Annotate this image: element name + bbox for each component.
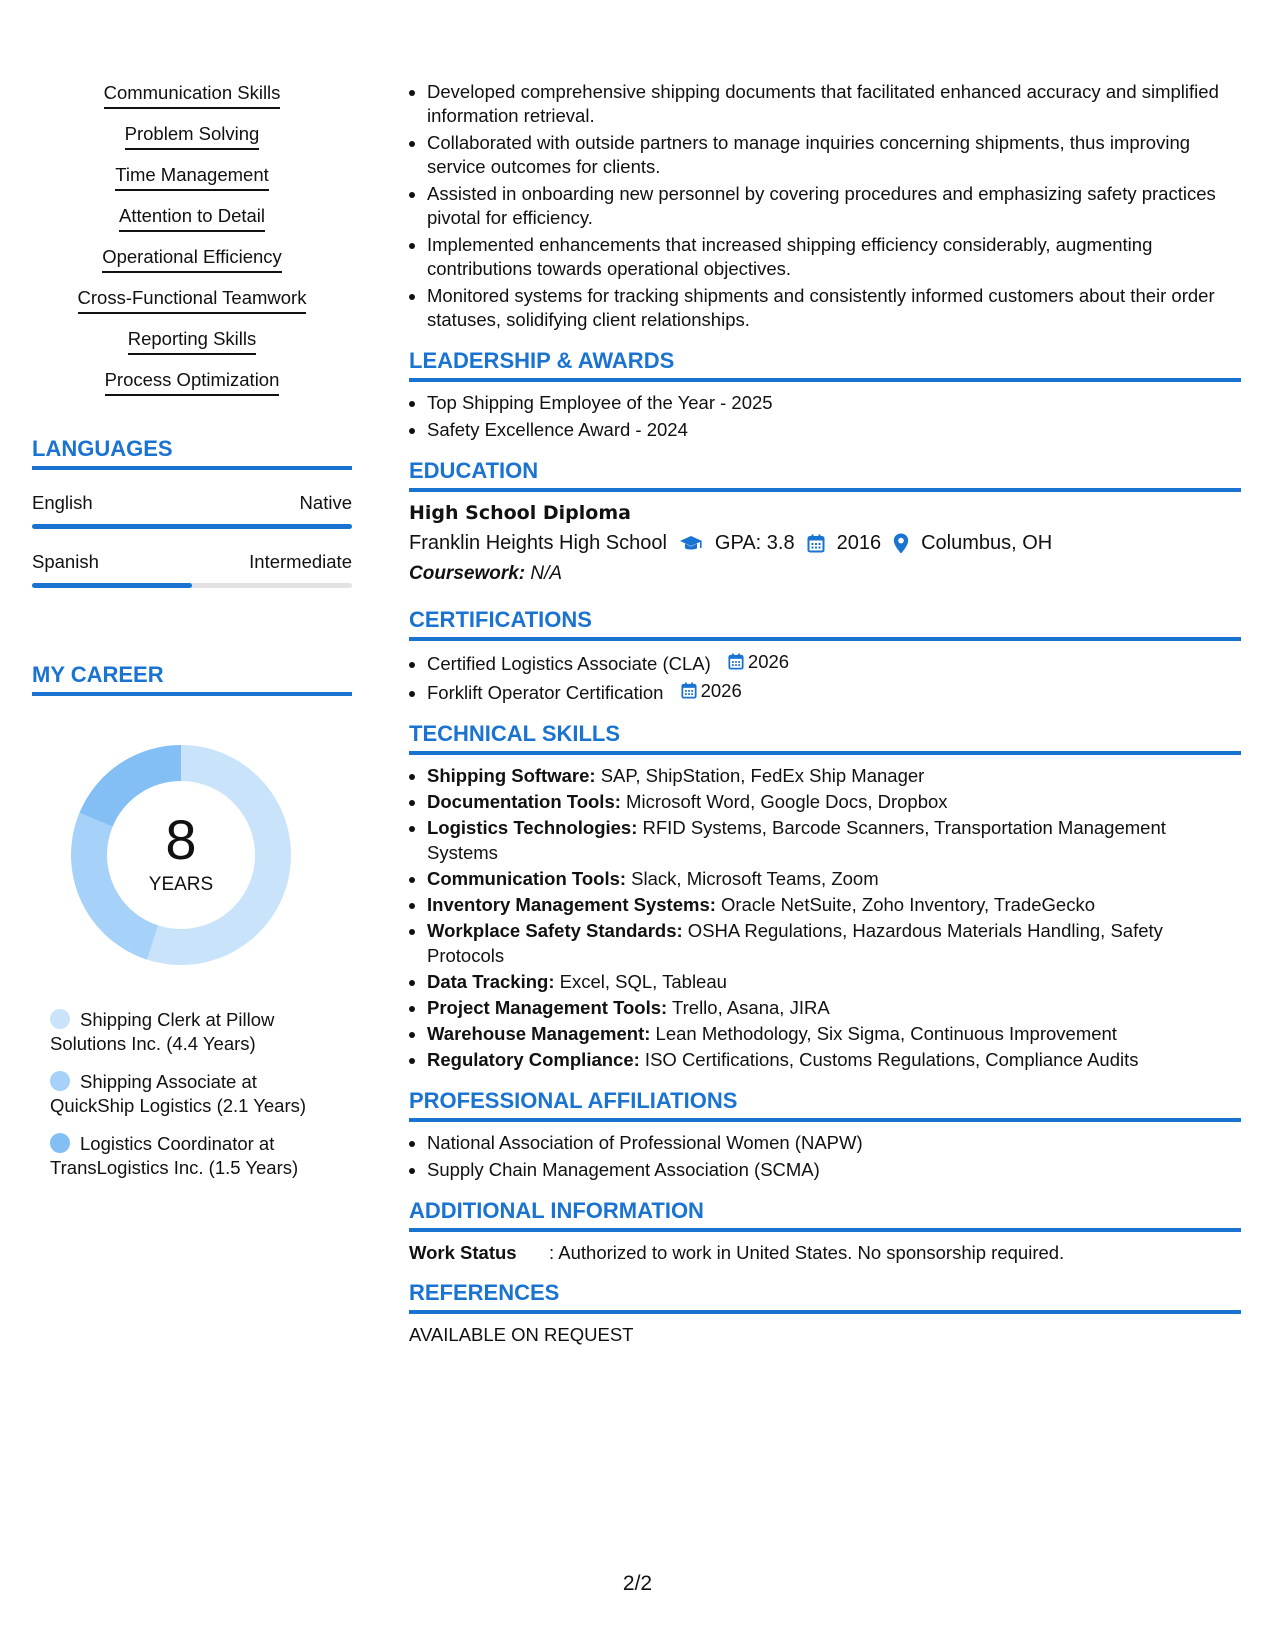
language-level: Intermediate (249, 551, 352, 572)
technical-skill-item: • Shipping Software: SAP, ShipStation, FedEx Ship Manager (427, 763, 1241, 788)
certification-item: • Forklift Operator Certification 2026 (427, 678, 1241, 705)
skill-item: Reporting Skills (32, 328, 352, 355)
award-item: • Safety Excellence Award - 2024 (427, 417, 1241, 442)
graduation-cap-icon (679, 535, 703, 553)
technical-skill-item: • Workplace Safety Standards: OSHA Regulations, Hazardous Materials Handling, Safety Protocols (427, 918, 1241, 968)
calendar-icon (728, 653, 744, 670)
language-level-bar (32, 524, 352, 529)
skill-item: Problem Solving (32, 123, 352, 150)
experience-bullet: • Assisted in onboarding new personnel by covering procedures and emphasizing safety practices pivotal for efficiency. (427, 182, 1241, 230)
left-column (32, 82, 352, 1194)
experience-bullet: • Monitored systems for tracking shipments and consistently informed customers about their order statuses, solidifying client relationships. (427, 284, 1241, 332)
experience-bullets (409, 80, 1241, 332)
career-legend-item: Logistics Coordinator at TransLogistics Inc. (1.5 Years) (50, 1133, 299, 1178)
technical-skills-heading: TECHNICAL SKILLS (409, 721, 1241, 755)
right-column (409, 80, 1241, 1346)
affiliations-heading: PROFESSIONAL AFFILIATIONS (409, 1088, 1241, 1122)
technical-skill-item: • Warehouse Management: Lean Methodology, Six Sigma, Continuous Improvement (427, 1021, 1241, 1046)
languages-heading: LANGUAGES (32, 436, 352, 470)
location-pin-icon (893, 533, 909, 554)
references-text: AVAILABLE ON REQUEST (409, 1324, 634, 1345)
education-section (409, 458, 1241, 585)
skill-item: Communication Skills (32, 82, 352, 109)
career-total-years: 8 (165, 808, 197, 871)
language-english (32, 492, 352, 529)
affiliation-item: • National Association of Professional Women (NAPW) (427, 1130, 1241, 1155)
experience-bullet: • Developed comprehensive shipping documents that facilitated enhanced accuracy and simplified information retrieval. (427, 80, 1241, 128)
language-name: Spanish (32, 551, 99, 572)
experience-bullet: • Implemented enhancements that increased shipping efficiency considerably, augmenting contributions towards operational objectives. (427, 233, 1241, 281)
work-status-label: Work Status (409, 1242, 517, 1263)
education-school: Franklin Heights High School (409, 532, 667, 554)
career-legend-item: Shipping Associate at QuickShip Logistics (2.1 Years) (50, 1071, 307, 1116)
calendar-icon (681, 682, 697, 699)
affiliation-item: • Supply Chain Management Association (SCMA) (427, 1157, 1241, 1182)
language-spanish (32, 551, 352, 588)
certification-item: • Certified Logistics Associate (CLA) 2026 (427, 649, 1241, 676)
technical-skill-item: • Data Tracking: Excel, SQL, Tableau (427, 969, 1241, 994)
career-donut-chart (66, 740, 296, 970)
awards-section (409, 348, 1241, 442)
additional-info-heading: ADDITIONAL INFORMATION (409, 1198, 1241, 1232)
education-heading: EDUCATION (409, 458, 1241, 492)
education-degree: High School Diploma (409, 502, 631, 524)
work-status-value: : Authorized to work in United States. No sponsorship required. (549, 1242, 1065, 1263)
skill-item: Time Management (32, 164, 352, 191)
skill-item: Attention to Detail (32, 205, 352, 232)
language-level: Native (299, 492, 352, 513)
technical-skill-item: • Communication Tools: Slack, Microsoft Teams, Zoom (427, 866, 1241, 891)
technical-skill-item: • Documentation Tools: Microsoft Word, Google Docs, Dropbox (427, 789, 1241, 814)
legend-dot (50, 1071, 70, 1091)
legend-dot (50, 1009, 70, 1029)
career-years-label: YEARS (148, 874, 214, 895)
technical-skill-item: • Regulatory Compliance: ISO Certifications, Customs Regulations, Compliance Audits (427, 1047, 1241, 1072)
education-gpa: GPA: 3.8 (714, 532, 795, 554)
education-coursework: Coursework: N/A (409, 563, 563, 584)
skill-item: Cross-Functional Teamwork (32, 287, 352, 314)
references-heading: REFERENCES (409, 1280, 1241, 1314)
language-name: English (32, 492, 93, 513)
skills-list (32, 82, 352, 396)
education-location: Columbus, OH (921, 532, 1053, 554)
education-details (409, 532, 1241, 555)
page-number: 2/2 (622, 1572, 653, 1595)
career-heading: MY CAREER (32, 662, 352, 696)
experience-bullet: • Collaborated with outside partners to manage inquiries concerning shipments, thus improving service outcomes for clients. (427, 131, 1241, 179)
language-level-fill (32, 524, 352, 529)
career-legend (50, 1008, 330, 1180)
skill-item: Operational Efficiency (32, 246, 352, 273)
language-level-fill (32, 583, 192, 588)
technical-skill-item: • Logistics Technologies: RFID Systems, Barcode Scanners, Transportation Management Systems (427, 815, 1241, 865)
skill-item: Process Optimization (32, 369, 352, 396)
education-year: 2016 (836, 532, 882, 554)
technical-skill-item: • Project Management Tools: Trello, Asana, JIRA (427, 995, 1241, 1020)
references-section (409, 1280, 1241, 1346)
technical-skills-section (409, 721, 1241, 1072)
technical-skill-item: • Inventory Management Systems: Oracle NetSuite, Zoho Inventory, TradeGecko (427, 892, 1241, 917)
additional-info-section (409, 1198, 1241, 1264)
affiliations-section (409, 1088, 1241, 1182)
career-legend-item: Shipping Clerk at Pillow Solutions Inc. (4.4 Years) (50, 1009, 275, 1054)
legend-dot (50, 1133, 70, 1153)
calendar-icon (807, 534, 825, 553)
language-level-bar (32, 583, 352, 588)
awards-heading: LEADERSHIP & AWARDS (409, 348, 1241, 382)
award-item: • Top Shipping Employee of the Year - 2025 (427, 390, 1241, 415)
certifications-heading: CERTIFICATIONS (409, 607, 1241, 641)
certifications-section (409, 607, 1241, 705)
